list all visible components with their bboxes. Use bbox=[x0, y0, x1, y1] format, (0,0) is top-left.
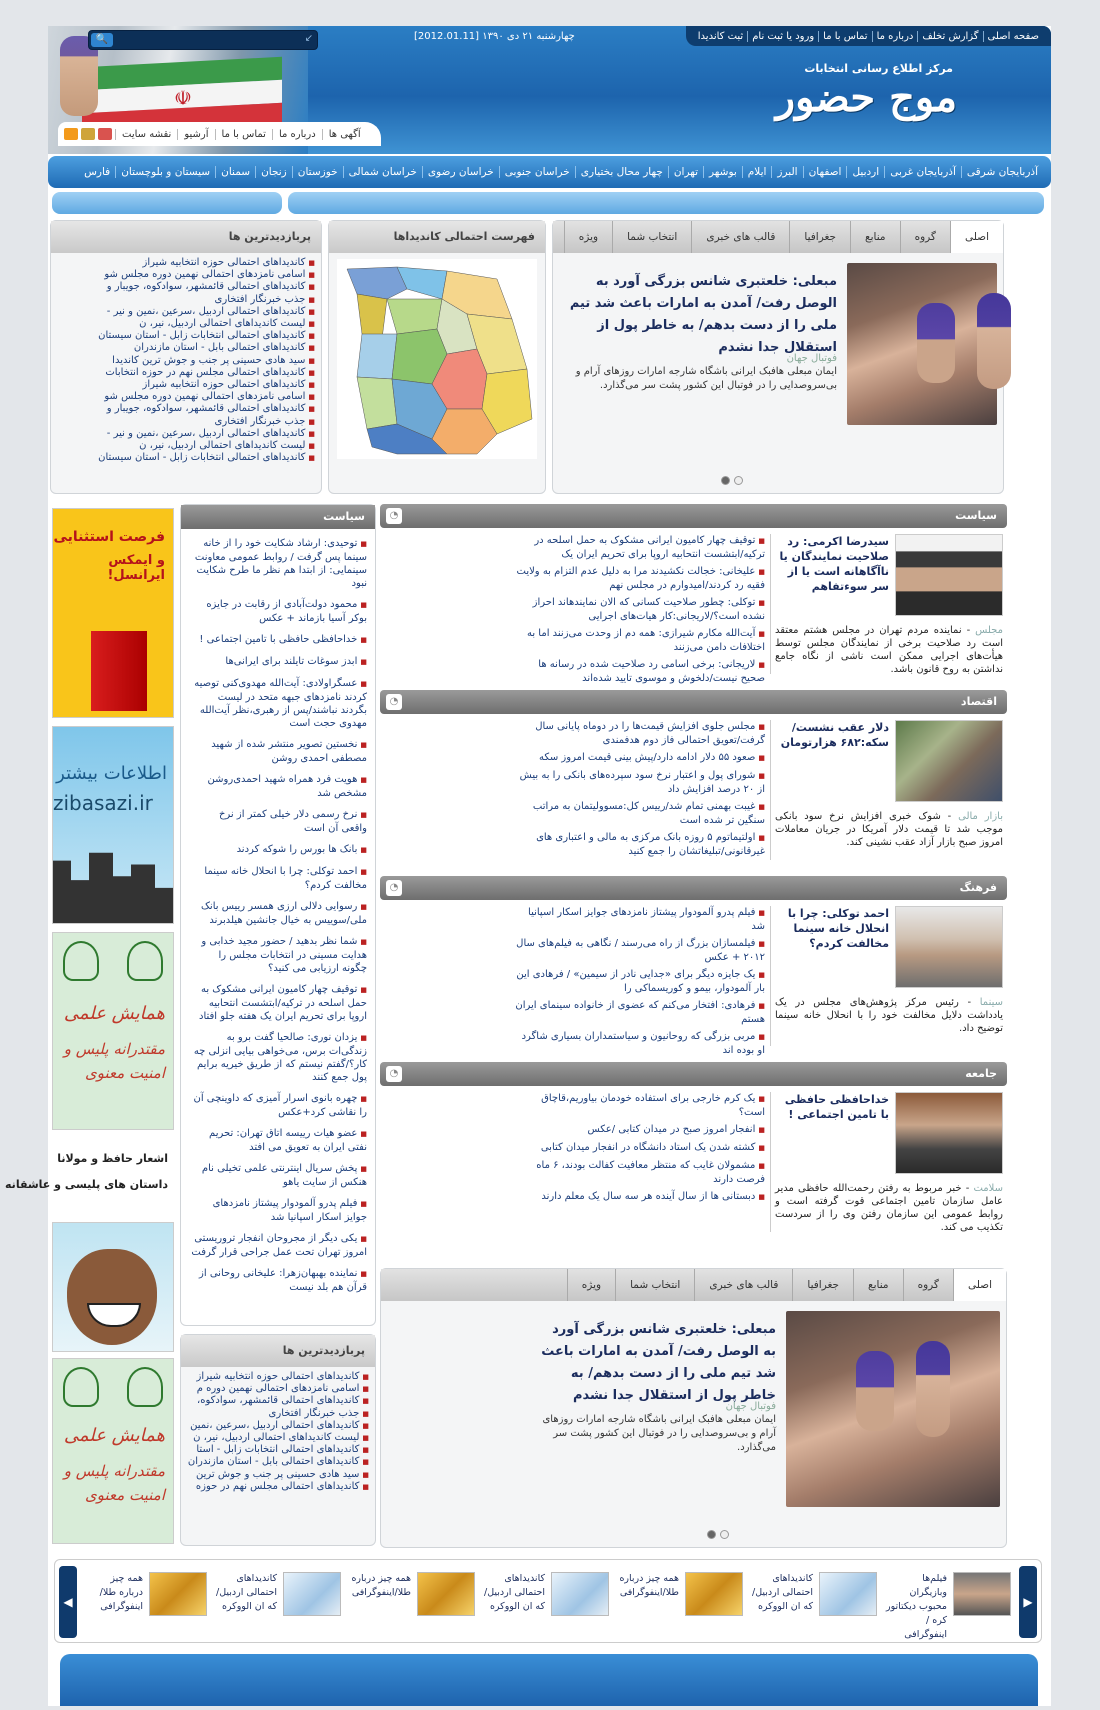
list-item[interactable]: ■ جذب خبرنگار افتخاری bbox=[181, 1408, 369, 1420]
police-emblem-icon bbox=[127, 941, 163, 981]
ad2-url: zibasazi.ir bbox=[53, 791, 153, 815]
featured-body: ایمان مبعلی هافبک ایرانی باشگاه شارجه امارات روزهای آرام و بی‌سروصدایی را در فوتبال این کشور پشت سر می‌گذارد. bbox=[542, 1414, 776, 1453]
section-header bbox=[380, 504, 1007, 528]
subnav-contact[interactable]: تماس با ما bbox=[215, 129, 272, 140]
list-item[interactable]: ■ لیست کاندیداهای احتمالی اردبیل، نیر، ن bbox=[51, 440, 315, 452]
list-item[interactable]: ■ لاریجانی: برخی اسامی رد صلاحیت شده در رسانه ها صحیح نیست/دلخوش و موسوی تایید شده‌اند bbox=[515, 658, 765, 685]
tab-sources[interactable]: منابع bbox=[853, 1269, 903, 1301]
list-item[interactable]: ■ کاندیداهای احتمالی اردبیل ،سرعین ،نمین و نیر - bbox=[51, 428, 315, 440]
list-item[interactable]: ■ بانک ها بورس را شوکه کردند bbox=[191, 843, 367, 857]
top-viewed-box bbox=[50, 220, 322, 494]
section-header bbox=[380, 876, 1007, 900]
list-item[interactable]: ■ کاندیداهای احتمالی بابل - استان مازندران bbox=[181, 1456, 369, 1468]
list-item[interactable]: ■ فرهادی: افتخار می‌کنم که عضوی از خانواده سینمای ایران هستم bbox=[515, 999, 765, 1026]
tab-news-formats[interactable]: قالب های خبری bbox=[694, 1269, 792, 1301]
ad5-sub: مقتدرانه پلیس و امنیت معنوی bbox=[63, 1462, 165, 1504]
ad-banner-police-conference[interactable] bbox=[52, 932, 174, 1130]
list-item[interactable]: ■ علیخانی: خجالت نکشیدند مرا به دلیل عدم التزام به ولایت فقیه رد کردند/امیدوارم در مجلس نهم bbox=[515, 565, 765, 592]
section-society bbox=[380, 1062, 1007, 1246]
list-item[interactable]: ■ کاندیداهای احتمالی قائمشهر، سوادکوه، جویبار و bbox=[51, 403, 315, 415]
list-item[interactable]: ■ فیلم پدرو آلمودوار پیشتاز نامزدهای جوایز اسکار اسپانیا شد bbox=[515, 906, 765, 933]
carousel-next-icon[interactable]: ▶ bbox=[1019, 1566, 1037, 1638]
iran-province-map[interactable] bbox=[337, 259, 537, 459]
featured-title[interactable]: مبعلی: خلعتبری شانس بزرگی آورد به الوصل رفت/ آمدن به امارات باعث شد تیم ملی را از دست بدهم/ به خاطر پول از استقلال جدا نشدم bbox=[541, 1322, 776, 1403]
top-viewed-2-title: پربازدیدترین ها bbox=[181, 1335, 375, 1367]
ad-banner-irancell[interactable] bbox=[52, 508, 174, 718]
carousel-thumb bbox=[685, 1572, 743, 1616]
section-lead-desc: بازار مالی - شوک خبری افزایش نرخ سود بانکی موجب شد تا قیمت دلار آمریکا در جریان معاملات امروز صبح بازار آزاد عقب نشینی کند. bbox=[775, 811, 1003, 848]
province-link[interactable]: خراسان شمالی bbox=[343, 166, 422, 178]
tab-group[interactable]: گروه bbox=[900, 221, 950, 253]
politics-list bbox=[181, 529, 375, 1294]
subnav-ads[interactable]: آگهی ها bbox=[322, 129, 367, 140]
site-header bbox=[48, 26, 1051, 154]
list-item[interactable]: ■ لیست کاندیداهای احتمالی اردبیل، نیر، ن bbox=[51, 318, 315, 330]
tab-news-formats[interactable]: قالب های خبری bbox=[691, 221, 789, 253]
section-lead-image[interactable] bbox=[895, 1092, 1003, 1174]
cartoon-face-image bbox=[67, 1249, 157, 1345]
carousel-prev-icon[interactable]: ◀ bbox=[59, 1566, 77, 1638]
list-item[interactable]: ■ شورای پول و اعتبار نرخ سود سپرده‌های بانکی را به بیش از ۲۰ درصد افزایش داد bbox=[515, 769, 765, 796]
list-item[interactable]: ■ کاندیداهای احتمالی انتخابات زابل - استا bbox=[181, 1444, 369, 1456]
section-list bbox=[515, 1092, 765, 1208]
section-lead-body: رئیس مرکز پژوهش‌های مجلس در یک یادداشت دلایل مخالفت خود را با انحلال خانه سینما توضیح داد. bbox=[775, 997, 1003, 1034]
tab-geography[interactable]: جغرافیا bbox=[792, 1269, 853, 1301]
section-list bbox=[515, 906, 765, 1061]
ad-banner-zibasazi[interactable] bbox=[52, 726, 174, 924]
top-viewed-box-2 bbox=[180, 1334, 376, 1546]
carousel-item-title: همه چیز درباره طلا/اينفوگرافی bbox=[351, 1573, 411, 1598]
logo-subtitle: مرکز اطلاع رسانی انتخابات bbox=[804, 62, 953, 75]
list-item[interactable]: ■ یکی دیگر از مجروحان انفجار تروریستی امروز تهران تحت عمل جراحی قرار گرفت bbox=[191, 1232, 367, 1259]
list-item[interactable]: ■ کاندیداهای احتمالی اردبیل ،سرعین ،نمین bbox=[181, 1420, 369, 1432]
section-lead-title[interactable]: خداحافظی حافظی با تامین اجتماعی ! bbox=[784, 1093, 889, 1121]
list-item[interactable]: ■ احمد توکلی: چرا با انحلال خانه سینما مخالفت کردم؟ bbox=[191, 865, 367, 892]
section-lead-desc: سینما - رئیس مرکز پژوهش‌های مجلس در یک یادداشت دلایل مخالفت خود را با انحلال خانه سینما توضیح داد. bbox=[775, 997, 1003, 1034]
province-link[interactable]: آذربایجان غربی bbox=[884, 166, 961, 178]
ad3-sub: مقتدرانه پلیس و امنیت معنوی bbox=[63, 1040, 165, 1082]
header-date: چهارشنبه ۲۱ دی ۱۳۹۰ [2012.01.11] bbox=[414, 31, 575, 42]
section-lead-source: سلامت bbox=[973, 1183, 1003, 1194]
section-lead-body: خبر مربوط به رفتن رحمت‌الله حافظی مدیر عامل سازمان تامین اجتماعی قوت گرفته است و روابط عمومی این سازمان رفتن وی را از سردست تکذیب می کند. bbox=[775, 1183, 1003, 1233]
carousel-thumb bbox=[283, 1572, 341, 1616]
province-link[interactable]: خراسان جنوبی bbox=[499, 166, 575, 178]
list-item[interactable]: ■ نماینده بهبهان‌زهرا: علیخانی روحانی از قرآن هم بلد نیست bbox=[191, 1267, 367, 1294]
province-link[interactable]: چهار محال بختیاری bbox=[575, 166, 668, 178]
section-lead-image[interactable] bbox=[895, 906, 1003, 988]
rss-icon[interactable] bbox=[64, 128, 78, 140]
favorite-icon[interactable] bbox=[81, 128, 95, 140]
ad3-title: همایش علمی bbox=[63, 1003, 165, 1024]
carousel-thumb bbox=[149, 1572, 207, 1616]
province-link[interactable]: آذربایجان شرقی bbox=[961, 166, 1043, 178]
province-link[interactable]: خراسان رضوی bbox=[422, 166, 499, 178]
section-list bbox=[515, 720, 765, 862]
featured-tabs bbox=[553, 221, 1003, 253]
list-item[interactable]: ■ شما نظر بدهید / حضور مجید خدابی و هدایت مسینی در انتخابات مجلس را چگونه ارزیابی می کنید؟ bbox=[191, 935, 367, 975]
featured-news-box bbox=[552, 220, 1004, 494]
carousel-item-title: همه چیز درباره طلا/اينفوگرافی bbox=[619, 1573, 679, 1598]
list-item[interactable]: ■ لیست کاندیداهای احتمالی اردبیل، نیر، ن bbox=[181, 1432, 369, 1444]
site-footer bbox=[60, 1654, 1038, 1706]
featured-image[interactable] bbox=[847, 263, 997, 425]
list-item[interactable]: ■ دبستانی ها از سال آینده هر سه سال یک معلم دارند bbox=[515, 1190, 765, 1204]
featured-image[interactable] bbox=[786, 1311, 1000, 1507]
carousel-item[interactable] bbox=[213, 1568, 341, 1636]
tab-sources[interactable]: منابع bbox=[850, 221, 900, 253]
list-item[interactable]: ■ توکلی: چطور صلاحیت کسانی که الان نمایندهاند احراز نشده است؟/لاریجانی:کار هیات‌های اجرایی bbox=[515, 596, 765, 623]
list-item[interactable]: ■ چهره بانوی اسرار آمیزی که داوینچی آن را نقاشی کرد+عکس bbox=[191, 1092, 367, 1119]
list-item[interactable]: ■ سید هادی حسینی پر جنب و جوش ترین bbox=[181, 1469, 369, 1481]
list-item[interactable]: ■ مشمولان غایب که منتظر معافیت کفالت بودند، ۶ ماه فرصت دارند bbox=[515, 1159, 765, 1186]
search-go-icon[interactable]: ↙ bbox=[304, 33, 313, 44]
list-item[interactable]: ■ کاندیداهای احتمالی بابل - استان مازندران bbox=[51, 342, 315, 354]
list-item[interactable]: ■ کاندیداهای احتمالی حوزه انتخابیه شیراز bbox=[51, 257, 315, 269]
section-lead-source: بازار مالی bbox=[958, 811, 1003, 822]
list-item[interactable]: ■ جذب خبرنگار افتخاری bbox=[51, 416, 315, 428]
top-viewed-title: پربازدیدترین ها bbox=[51, 221, 321, 253]
carousel-item[interactable] bbox=[347, 1568, 475, 1636]
slider-dot-active[interactable] bbox=[707, 1530, 716, 1539]
section-lead-title[interactable]: احمد توکلی: چرا با انحلال خانه سینما مخالفت کردم؟ bbox=[787, 907, 889, 950]
list-item[interactable]: ■ فیلم پدرو آلمودوار پیشتاز نامزدهای جوایز اسکار اسپانیا شد bbox=[191, 1197, 367, 1224]
iran-flag-image: ☫ bbox=[82, 57, 282, 137]
tab-main[interactable]: اصلی bbox=[953, 1269, 1006, 1301]
site-logo[interactable]: موج حضور bbox=[775, 74, 957, 121]
section-title[interactable]: اقتصاد bbox=[960, 695, 997, 708]
top-viewed-list bbox=[51, 253, 321, 464]
carousel-thumb bbox=[953, 1572, 1011, 1616]
carousel-item[interactable] bbox=[883, 1568, 1011, 1640]
ad4-text: اشعار حافظ و مولانا bbox=[57, 1152, 168, 1165]
section-lead-body: شوک خبری افزایش نرخ سود بانکی موجب شد تا قیمت دلار آمریکا در جریان معاملات امروز صبح بازار آزاد عقب نشینی کند. bbox=[775, 811, 1003, 848]
list-item[interactable]: ■ آیت‌الله مکارم شیرازی: همه دم از وحدت می‌زنند اما به اختلافات دامن می‌زنند bbox=[515, 627, 765, 654]
carousel-item[interactable] bbox=[749, 1568, 877, 1636]
carousel-item-title: فیلم‌ها وبازیگران محبوب ديكتاتور كره / اينفوگرافی bbox=[886, 1573, 947, 1640]
ad-banner-police-conference-2[interactable] bbox=[52, 1358, 174, 1544]
province-link[interactable]: اصفهان bbox=[803, 166, 847, 178]
ad5-title: همایش علمی bbox=[63, 1425, 165, 1446]
list-item[interactable]: ■ عسگراولادی: آیت‌الله مهدوی‌کنی توصیه کردند نامزدهای جبهه متحد در لیست بگردند نباشند/پس از رهبری،نظر آیت‌الله مهدوی حجت است bbox=[191, 677, 367, 730]
candidates-box-title: فهرست احتمالی کاندیداها bbox=[329, 221, 545, 253]
page bbox=[5, 26, 1051, 1706]
nav-login[interactable]: ورود یا ثبت نام bbox=[747, 31, 818, 42]
list-item[interactable]: ■ مربی بزرگی که روحانیون و سیاستمداران بسیاری شاگرد او بوده اند bbox=[515, 1030, 765, 1057]
ticker-strip-main bbox=[288, 192, 1044, 214]
nav-contact[interactable]: تماس با ما bbox=[818, 31, 871, 42]
slider-dot-active[interactable] bbox=[721, 476, 730, 485]
section-politics bbox=[380, 504, 1007, 688]
rss-icon[interactable]: ◔ bbox=[386, 694, 402, 710]
home-icon[interactable] bbox=[98, 128, 112, 140]
slider-dot[interactable] bbox=[720, 1530, 729, 1539]
list-item[interactable]: ■ نرخ رسمی دلار خیلی کمتر از نرخ واقعی آن است bbox=[191, 808, 367, 835]
list-item[interactable]: ■ کاندیداهای احتمالی حوزه انتخابیه شیراز bbox=[51, 379, 315, 391]
carousel-item[interactable] bbox=[89, 1568, 207, 1636]
nav-report[interactable]: گزارش تخلف bbox=[917, 31, 982, 42]
section-lead-desc: مجلس - نماینده مردم تهران در مجلس هشتم معتقد است رد صلاحیت برخی از نمایندگان مجلس توسط هیأت‌های اجرایی ممکن است ناشی از نگاه جامع نداشتن به روح قانون باشد. bbox=[775, 625, 1003, 675]
list-item[interactable]: ■ کاندیداهای احتمالی اردبیل ،سرعین ،نمین و نیر - bbox=[51, 306, 315, 318]
rss-icon[interactable]: ◔ bbox=[386, 508, 402, 524]
ticker-strip-left bbox=[52, 192, 282, 214]
list-item[interactable]: ■ کشته شدن یک استاد دانشگاه در انفجار میدان کتابی bbox=[515, 1141, 765, 1155]
sub-nav bbox=[58, 122, 381, 146]
list-item[interactable]: ■ توقیف چهار کامیون ایرانی مشکوک به حمل اسلحه در ترکیه/ابتشست انتحابیه اروپا برای تحریم ایران یک هفته جلو افتاد bbox=[191, 983, 367, 1023]
top-nav bbox=[686, 26, 1051, 46]
list-item[interactable]: ■ خداحافظی حافظی با تامین اجتماعی ! bbox=[191, 633, 367, 647]
slider-dots bbox=[707, 1530, 729, 1539]
list-item[interactable]: ■ جذب خبرنگار افتخاری bbox=[51, 294, 315, 306]
ad1-sub: و ایمکس ایرانسل! bbox=[107, 553, 165, 583]
rss-icon[interactable]: ◔ bbox=[386, 1066, 402, 1082]
list-item[interactable]: ■ ابدز سوغات تایلند برای ایرانی‌ها bbox=[191, 655, 367, 669]
list-item[interactable]: ■ فیلمسازان بزرگ از راه می‌رسند / نگاهی به فیلم‌های سال ۲۰۱۲ + عکس bbox=[515, 937, 765, 964]
list-item[interactable]: ■ یک کرم خارجی برای استفاده خودمان بیاوریم،قاچاق است؟ bbox=[515, 1092, 765, 1119]
tab-geography[interactable]: جغرافیا bbox=[789, 221, 850, 253]
section-lead-body: نماینده مردم تهران در مجلس هشتم معتقد است رد صلاحیت برخی از نمایندگان مجلس توسط هیأت‌های اجرایی ممکن است ناشی از نگاه جامع نداشتن به روح قانون باشد. bbox=[775, 625, 1003, 675]
province-link[interactable]: بوشهر bbox=[703, 166, 742, 178]
candidates-map-box bbox=[328, 220, 546, 494]
list-item[interactable]: ■ کاندیداهای احتمالی مجلس نهم در حوزه bbox=[181, 1481, 369, 1493]
ad-banner-poems[interactable] bbox=[5, 1138, 174, 1208]
list-item[interactable]: ■ اسامی نامزدهای احتمالی نهمین دوره مجلس شو bbox=[51, 391, 315, 403]
list-item[interactable]: ■ اسامی نامزدهای احتمالی نهمین دوره مجلس شو bbox=[51, 269, 315, 281]
featured-source: فوتبال جهان bbox=[786, 353, 837, 364]
list-item[interactable]: ■ مجلس جلوی افزایش قیمت‌ها را در دوماه پایانی سال گرفت/تعویق احتمالی فاز دوم هدفمندی bbox=[515, 720, 765, 747]
list-item[interactable]: ■ توقیف چهار کامیون ایرانی مشکوک به حمل اسلحه در ترکیه/ابتشست انتحابیه اروپا برای تحریم ایران یک bbox=[515, 534, 765, 561]
list-item[interactable]: ■ هویت فرد همراه شهید احمدی‌روشن مشخص شد bbox=[191, 773, 367, 800]
list-item[interactable]: ■ محمود دولت‌آبادی از رقابت در جایزه بوکر آسیا بازماند + عکس bbox=[191, 598, 367, 625]
section-lead-image[interactable] bbox=[895, 534, 1003, 616]
carousel-thumb bbox=[819, 1572, 877, 1616]
section-header bbox=[380, 690, 1007, 714]
section-list bbox=[515, 534, 765, 689]
carousel-item-title: همه چیز درباره طلا/اينفوگرافی bbox=[99, 1573, 143, 1612]
section-title[interactable]: فرهنگ bbox=[959, 881, 997, 894]
carousel-thumb bbox=[551, 1572, 609, 1616]
nav-register-candidate[interactable]: ثبت کاندیدا bbox=[697, 30, 744, 42]
list-item[interactable]: ■ اسامی نامزدهای احتمالی نهمین دوره م bbox=[181, 1383, 369, 1395]
list-item[interactable]: ■ کاندیداهای احتمالی انتخابات زابل - استان سیستان bbox=[51, 330, 315, 342]
section-header bbox=[380, 1062, 1007, 1086]
list-item[interactable]: ■ توحیدی: ارشاد شکایت خود را از خانه سینما پس گرفت / روابط عمومی معاونت سینمایی: از ابتدا هم نظر ما طرح شکایت نبود bbox=[191, 537, 367, 590]
list-item[interactable]: ■ کاندیداهای احتمالی قائمشهر، سوادکوه، جویبار و bbox=[51, 281, 315, 293]
province-link[interactable]: اردبیل bbox=[846, 166, 884, 178]
featured-source: فوتبال جهان bbox=[725, 1401, 776, 1412]
ad1-title: فرصت استثنایی bbox=[53, 529, 165, 545]
rss-icon[interactable]: ◔ bbox=[386, 880, 402, 896]
ad2-skyline-image bbox=[53, 845, 173, 923]
province-link[interactable]: تهران bbox=[668, 166, 703, 178]
tab-your-choice[interactable]: انتخاب شما bbox=[615, 1269, 694, 1301]
carousel-thumb bbox=[417, 1572, 475, 1616]
slider-dots bbox=[721, 476, 743, 485]
list-item[interactable]: ■ اولتیماتوم ۵ روزه بانک مرکزی به مالی و اعتباری های غیرقانونی/تبلیغاتشان را جمع کنید bbox=[515, 831, 765, 858]
list-item[interactable]: ■ نخستین تصویر منتشر شده از شهید مصطفی احمدی روشن bbox=[191, 738, 367, 765]
province-link[interactable]: ایلام bbox=[742, 166, 772, 178]
section-lead-desc: سلامت - خبر مربوط به رفتن رحمت‌الله حافظی مدیر عامل سازمان تامین اجتماعی قوت گرفته است و روابط عمومی این سازمان رفتن وی را از سردست تکذیب می کند. bbox=[775, 1183, 1003, 1233]
nav-about[interactable]: درباره ما bbox=[872, 31, 918, 42]
search-icon[interactable]: 🔍 bbox=[91, 33, 113, 47]
section-title[interactable]: سیاست bbox=[955, 509, 997, 522]
featured-tabs-2 bbox=[381, 1269, 1006, 1301]
list-item[interactable]: ■ یک جایزه دیگر برای «جدایی نادر از سیمین» / فرهادی این بار آلمودوار، بیمو و کوریسماکی را bbox=[515, 968, 765, 995]
ad1-box-image bbox=[91, 631, 147, 711]
police-emblem-icon bbox=[63, 1367, 99, 1407]
carousel-item[interactable] bbox=[481, 1568, 609, 1636]
province-link[interactable]: خوزستان bbox=[292, 166, 343, 178]
list-item[interactable]: ■ یزدان نوری: صالحیا گفت برو به زندگی‌ات برس، می‌خواهی بیایی انزلی چه کار؟/گفتم نیستم که از طریق خیریه برایم پول جمع کنند bbox=[191, 1031, 367, 1084]
carousel-item-title: کاندیداهای احتمالی اردبیل/ كه ان الووكره bbox=[752, 1573, 813, 1612]
list-item[interactable]: ■ رسوایی دلالی ارزی همسر رییس بانک ملی/سوییس به خیال جانشین هیلدبرند bbox=[191, 900, 367, 927]
list-item[interactable]: ■ پخش سریال اینترنتی علمی تخیلی نام هنکس از سایت یاهو bbox=[191, 1162, 367, 1189]
section-culture bbox=[380, 876, 1007, 1060]
province-link[interactable]: زنجان bbox=[255, 166, 292, 178]
ad4-sub: داستان های پلیسی و عاشقانه bbox=[5, 1178, 168, 1191]
subnav-sitemap[interactable]: نقشه سایت bbox=[115, 129, 177, 140]
carousel-item-title: کاندیداهای احتمالی اردبیل/ كه ان الووكره bbox=[216, 1573, 277, 1612]
nav-home[interactable]: صفحه اصلی bbox=[983, 31, 1043, 42]
section-title[interactable]: جامعه bbox=[965, 1067, 997, 1080]
province-link[interactable]: البرز bbox=[771, 166, 802, 178]
province-nav bbox=[48, 156, 1051, 188]
featured-news-box-2 bbox=[380, 1268, 1007, 1548]
list-item[interactable]: ■ کاندیداهای احتمالی مجلس نهم در حوزه انتخابات bbox=[51, 367, 315, 379]
tab-special[interactable]: ویژه bbox=[567, 1269, 615, 1301]
list-item[interactable]: ■ کاندیداهای احتمالی قائمشهر، سوادکوه، bbox=[181, 1395, 369, 1407]
featured-title[interactable]: مبعلی: خلعتبری شانس بزرگی آورد به الوصل رفت/ آمدن به امارات باعث شد تیم ملی را از دست بدهم/ به خاطر پول از استقلال جدا نشدم bbox=[569, 274, 837, 355]
section-lead-title[interactable]: دلار عقب نشست/سکه:۶۸۲ هزارتومان bbox=[780, 721, 889, 749]
carousel-item-title: کاندیداهای احتمالی اردبیل/ كه ان الووكره bbox=[484, 1573, 545, 1612]
list-item[interactable]: ■ انفجار امروز صبح در میدان کتابی /عکس bbox=[515, 1123, 765, 1137]
police-emblem-icon bbox=[63, 941, 99, 981]
section-economy bbox=[380, 690, 1007, 874]
list-item[interactable]: ■ غیبت بهمنی تمام شد/رییس کل:مسوولیتمان به مراتب سنگین تر شده است bbox=[515, 800, 765, 827]
ad2-text: اطلاعات بیشتر bbox=[56, 763, 167, 784]
top-viewed-2-list bbox=[181, 1367, 375, 1493]
province-link[interactable]: سیستان و بلوچستان bbox=[115, 166, 215, 178]
infographic-carousel bbox=[54, 1559, 1042, 1643]
subnav-archive[interactable]: آرشیو bbox=[177, 129, 214, 140]
police-emblem-icon bbox=[127, 1367, 163, 1407]
list-item[interactable]: ■ عضو هیات رییسه اتاق تهران: تحریم نفتی ایران به تعویق می افتد bbox=[191, 1127, 367, 1154]
section-lead-source: سینما bbox=[979, 997, 1003, 1008]
section-lead-title[interactable]: سیدرضا اکرمی: رد صلاحیت نمایندگان یا ناآگاهانه است یا از سر سوء‌تفاهم bbox=[779, 535, 889, 593]
section-lead-source: مجلس bbox=[975, 625, 1003, 636]
list-item[interactable]: ■ صعود ۵۵ دلار ادامه دارد/پیش بینی قیمت امروز سکه bbox=[515, 751, 765, 765]
tab-group[interactable]: گروه bbox=[903, 1269, 953, 1301]
list-item[interactable]: ■ کاندیداهای احتمالی حوزه انتخابیه شیراز bbox=[181, 1371, 369, 1383]
carousel-item[interactable] bbox=[615, 1568, 743, 1636]
tab-your-choice[interactable]: انتخاب شما bbox=[612, 221, 691, 253]
slider-dot[interactable] bbox=[734, 476, 743, 485]
tab-special[interactable]: ویژه bbox=[564, 221, 612, 253]
province-link[interactable]: سمنان bbox=[215, 166, 255, 178]
featured-body: ایمان مبعلی هافبک ایرانی باشگاه شارجه امارات روزهای آرام و بی‌سروصدایی را در فوتبال این کشور پشت سر می‌گذارد. bbox=[575, 366, 837, 391]
list-item[interactable]: ■ کاندیداهای احتمالی انتخابات زابل - استان سیستان bbox=[51, 452, 315, 464]
subnav-about[interactable]: درباره ما bbox=[272, 129, 322, 140]
search-input[interactable] bbox=[88, 30, 318, 50]
politics-box bbox=[180, 504, 376, 1326]
tab-main[interactable]: اصلی bbox=[950, 221, 1003, 253]
politics-box-title: سیاست bbox=[181, 505, 375, 529]
list-item[interactable]: ■ سید هادی حسینی پر جنب و جوش ترین کاندیدا bbox=[51, 355, 315, 367]
province-link[interactable]: فارس bbox=[84, 166, 111, 178]
section-lead-image[interactable] bbox=[895, 720, 1003, 802]
ad-banner-cartoon[interactable] bbox=[52, 1222, 174, 1352]
